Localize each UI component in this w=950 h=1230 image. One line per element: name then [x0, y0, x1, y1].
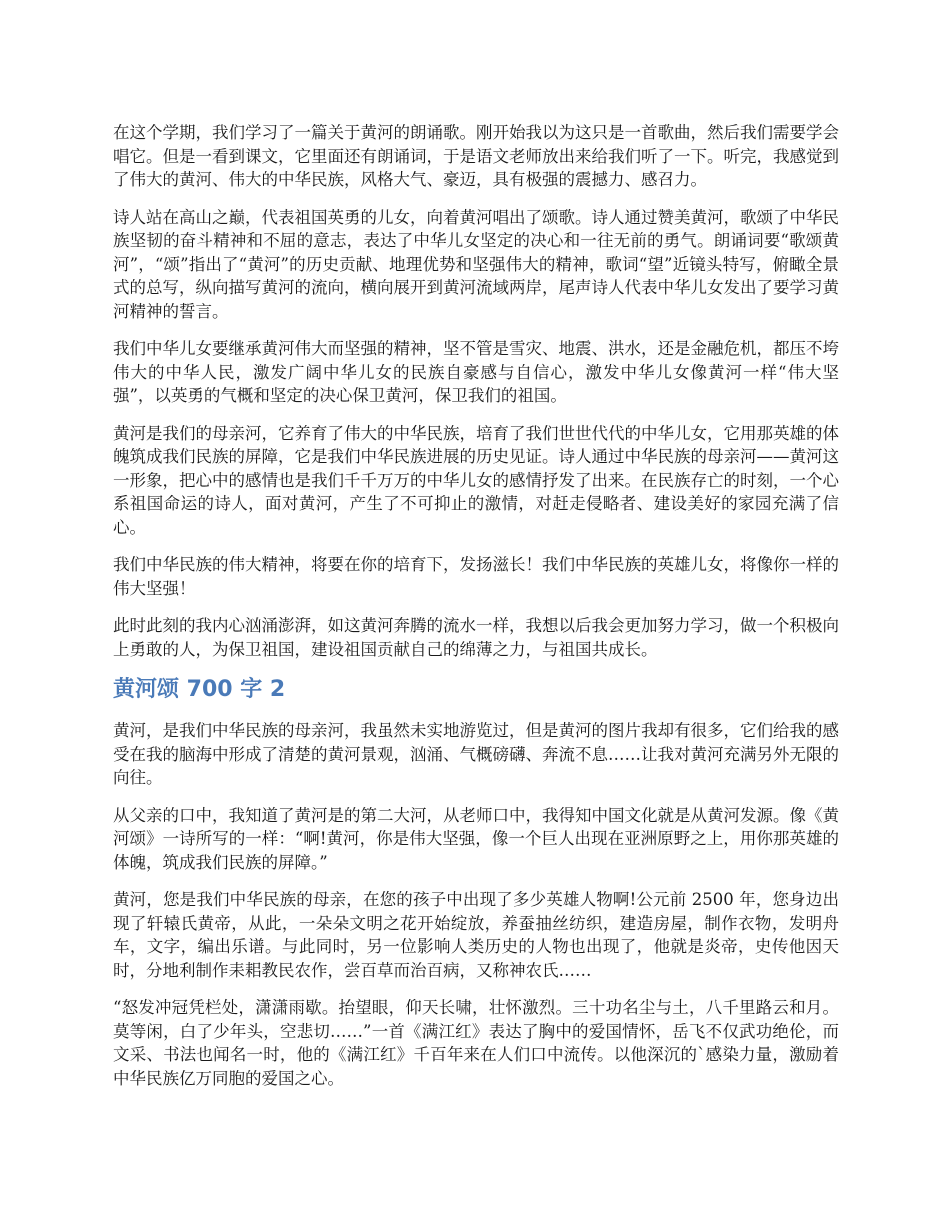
paragraph: 诗人站在高山之巅，代表祖国英勇的儿女，向着黄河唱出了颂歌。诗人通过赞美黄河，歌颂了中华民族坚韧的奋斗精神和不屈的意志，表达了中华儿女坚定的决心和一往无前的勇气。朗诵词要“歌颂黄河”，“颂”指出了“黄河”的历史贡献、地理优势和坚强伟大的精神，歌词“望”近镜头特写，俯瞰全景式的总写，纵向描写黄河的流向，横向展开到黄河流域两岸，尾声诗人代表中华儿女发出了要学习黄河精神的誓言。 — [113, 207, 839, 321]
section-heading: 黄河颂 700 字 2 — [113, 677, 286, 702]
paragraph: 我们中华儿女要继承黄河伟大而坚强的精神，坚不管是雪灾、地震、洪水，还是金融危机，都压不垮伟大的中华人民，激发广阔中华儿女的民族自豪感与自信心，激发中华儿女像黄河一样“伟大坚强”，以英勇的气概和坚定的决心保卫黄河，保卫我们的祖国。 — [113, 339, 839, 405]
paragraph: 从父亲的口中，我知道了黄河是的第二大河，从老师口中，我得知中国文化就是从黄河发源。像《黄河颂》一诗所写的一样：“啊!黄河，你是伟大坚强，像一个巨人出现在亚洲原野之上，用你那英雄的体魄，筑成我们民族的屏障。” — [113, 805, 839, 872]
paragraph: 我们中华民族的伟大精神，将要在你的培育下，发扬滋长！我们中华民族的英雄儿女，将像你一样的伟大坚强！ — [113, 555, 839, 598]
document-page — [113, 121, 839, 1104]
paragraph: 黄河，您是我们中华民族的母亲，在您的孩子中出现了多少英雄人物啊!公元前 2500 年，您身边出现了轩辕氏黄帝，从此，一朵朵文明之花开始绽放，养蚕抽丝纺织，建造房屋，制作衣物，发明舟车，文字，编出乐谱。与此同时，另一位影响人类历史的人物也出现了，他就是炎帝，史传他因天时，分地利制作耒耜教民农作，尝百草而治百病，又称神农氏…… — [113, 890, 839, 980]
paragraph: 黄河是我们的母亲河，它养育了伟大的中华民族，培育了我们世世代代的中华儿女，它用那英雄的体魄筑成我们民族的屏障，它是我们中华民族进展的历史见证。诗人通过中华民族的母亲河——黄河这一形象，把心中的感情也是我们千千万万的中华儿女的感情抒发了出来。在民族存亡的时刻，一个心系祖国命运的诗人，面对黄河，产生了不可抑止的激情，对赶走侵略者、建设美好的家园充满了信心。 — [113, 423, 839, 537]
paragraph: “怒发冲冠凭栏处，潇潇雨歇。抬望眼，仰天长啸，壮怀激烈。三十功名尘与土，八千里路云和月。莫等闲，白了少年头，空悲切……”一首《满江红》表达了胸中的爱国情怀，岳飞不仅武功绝伦，而文采、书法也闻名一时，他的《满江红》千百年来在人们口中流传。以他深沉的`感染力量，激励着中华民族亿万同胞的爱国之心。 — [113, 998, 839, 1088]
paragraph: 在这个学期，我们学习了一篇关于黄河的朗诵歌。刚开始我以为这只是一首歌曲，然后我们需要学会唱它。但是一看到课文，它里面还有朗诵词，于是语文老师放出来给我们听了一下。听完，我感觉到了伟大的黄河、伟大的中华民族，风格大气、豪迈，具有极强的震撼力、感召力。 — [113, 123, 839, 189]
paragraph: 黄河，是我们中华民族的母亲河，我虽然未实地游览过，但是黄河的图片我却有很多，它们给我的感受在我的脑海中形成了清楚的黄河景观，汹涌、气概磅礴、奔流不息……让我对黄河充满另外无限的向往。 — [113, 721, 839, 787]
paragraph: 此时此刻的我内心汹涌澎湃，如这黄河奔腾的流水一样，我想以后我会更加努力学习，做一个积极向上勇敢的人，为保卫祖国，建设祖国贡献自己的绵薄之力，与祖国共成长。 — [113, 616, 839, 659]
